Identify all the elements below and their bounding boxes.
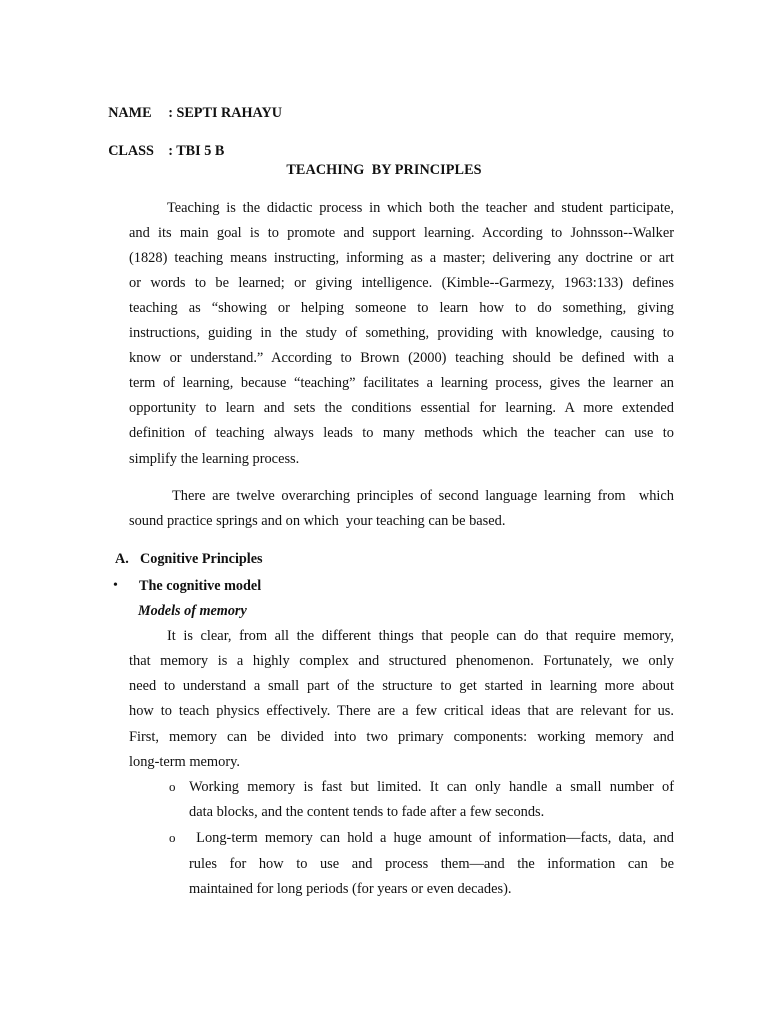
bullet-icon: • xyxy=(113,578,118,593)
document-title: TEACHING BY PRINCIPLES xyxy=(286,162,482,178)
text-line: Working memory is fast but limited. It can only handle a small number of xyxy=(189,779,674,795)
text-line: It is clear, from all the different things that people can do that require memory, xyxy=(167,628,674,644)
name-label: NAME xyxy=(108,105,152,121)
text-line: maintained for long periods (for years or even decades). xyxy=(189,881,512,897)
text-line: Long-term memory can hold a huge amount of information—facts, data, and xyxy=(189,830,674,846)
text-line: teaching as “showing or helping someone to learn how to do something, giving xyxy=(129,300,674,316)
class-value: : TBI 5 B xyxy=(168,143,225,159)
text-line: long-term memory. xyxy=(129,754,240,770)
text-line: that memory is a highly complex and structured phenomenon. Fortunately, we only xyxy=(129,653,674,669)
text-line: data blocks, and the content tends to fade after a few seconds. xyxy=(189,804,545,820)
text-line: There are twelve overarching principles of second language learning from which xyxy=(172,488,674,504)
section-title: Cognitive Principles xyxy=(140,551,263,567)
text-line: simplify the learning process. xyxy=(129,451,300,467)
text-line: instructions, guiding in the study of something, providing with knowledge, causing to xyxy=(129,325,674,341)
class-label: CLASS xyxy=(108,143,154,159)
text-line: and its main goal is to promote and support learning. According to Johnsson--Walker xyxy=(129,225,674,241)
text-line: definition of teaching always leads to many methods which the teacher can use to xyxy=(129,425,674,441)
text-line: First, memory can be divided into two primary components: working memory and xyxy=(129,729,674,745)
text-line: need to understand a small part of the structure to get started in learning more about xyxy=(129,678,674,694)
circle-bullet-icon: o xyxy=(169,830,176,845)
text-line: rules for how to use and process them—and the information can be xyxy=(189,856,674,872)
text-line: term of learning, because “teaching” facilitates a learning process, gives the learner an xyxy=(129,375,674,391)
circle-bullet-icon: o xyxy=(169,779,176,794)
text-line: opportunity to learn and sets the conditions essential for learning. A more extended xyxy=(129,400,674,416)
name-value: : SEPTI RAHAYU xyxy=(168,105,282,121)
subheading: Models of memory xyxy=(138,603,247,619)
section-heading xyxy=(115,549,263,569)
section-marker: A. xyxy=(115,551,129,567)
text-line: sound practice springs and on which your teaching can be based. xyxy=(129,513,506,529)
text-line: Teaching is the didactic process in which both the teacher and student participate, xyxy=(167,200,674,216)
bullet-heading: The cognitive model xyxy=(139,578,262,594)
text-line: how to teach physics effectively. There are a few critical ideas that are relevant for us. xyxy=(129,703,674,719)
text-line: or words to be learned; or giving intelligence. (Kimble--Garmezy, 1963:133) defines xyxy=(129,275,674,291)
text-line: (1828) teaching means instructing, informing as a master; delivering any doctrine or art xyxy=(129,250,674,266)
text-line: know or understand.” According to Brown (2000) teaching should be defined with a xyxy=(129,350,674,366)
